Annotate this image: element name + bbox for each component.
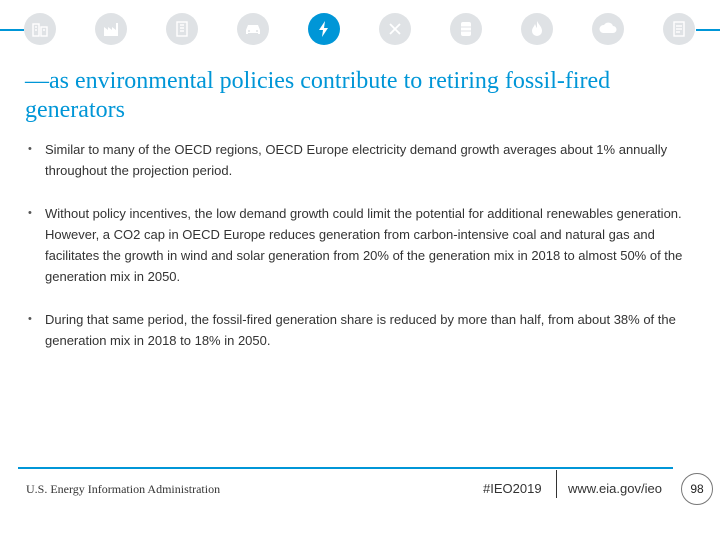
flame-icon[interactable] xyxy=(521,13,553,45)
bullet-list xyxy=(28,139,688,373)
bullet-item xyxy=(28,139,688,181)
bullet-text: Without policy incentives, the low demand growth could limit the potential for additional renewables generation. However, a CO2 cap in OECD Europe reduces generation from carbon-intensive coal and natural gas and facilitates the growth in wind and solar generation from 20% of the generation mix in 2018 to almost 50% of the generation mix in 2050. xyxy=(45,206,683,284)
footer-divider xyxy=(556,470,557,498)
header-rule-left xyxy=(0,29,24,31)
page-number: 98 xyxy=(681,473,713,505)
footer-url-link[interactable]: www.eia.gov/ieo xyxy=(568,481,662,496)
bullet-marker: • xyxy=(28,207,32,219)
footer-hashtag: #IEO2019 xyxy=(483,481,542,496)
office-building-icon[interactable] xyxy=(166,13,198,45)
bullet-text: Similar to many of the OECD regions, OECD Europe electricity demand growth averages about 1% annually throughout the projection period. xyxy=(45,142,668,178)
bullet-marker: • xyxy=(28,143,32,155)
bullet-item xyxy=(28,203,688,287)
building-icon[interactable] xyxy=(24,13,56,45)
bullet-text: During that same period, the fossil-fired generation share is reduced by more than half, from about 38% of the generation mix in 2018 to 18% in 2050. xyxy=(45,312,676,348)
footer-org: U.S. Energy Information Administration xyxy=(26,482,221,496)
mining-tools-icon[interactable] xyxy=(379,13,411,45)
icon-bar xyxy=(0,0,720,62)
factory-icon[interactable] xyxy=(95,13,127,45)
car-icon[interactable] xyxy=(237,13,269,45)
header-rule-right xyxy=(696,29,720,31)
slide-title: —as environmental policies contribute to retiring fossil-fired generators xyxy=(25,68,611,123)
electricity-icon[interactable] xyxy=(308,13,340,45)
oil-barrel-icon[interactable] xyxy=(450,13,482,45)
footer-rule xyxy=(18,467,673,469)
bullet-marker: • xyxy=(28,313,32,325)
document-icon[interactable] xyxy=(663,13,695,45)
co2-icon[interactable] xyxy=(592,13,624,45)
bullet-item xyxy=(28,309,688,351)
